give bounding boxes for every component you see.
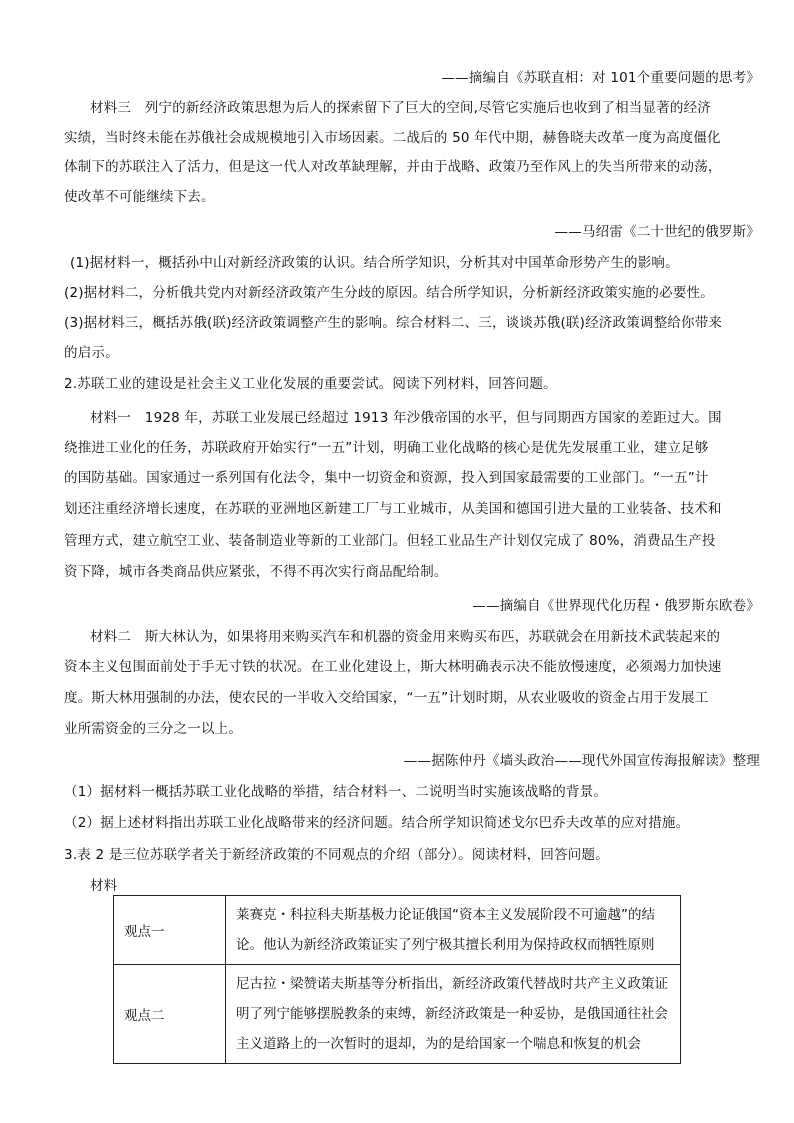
viewpoint-text-line: 明了列宁能够摆脱教条的束缚，新经济政策是一种妥协，是俄国通往社会 [236, 1006, 668, 1022]
question-1-item: (2)据材料二，分析俄共党内对新经济政策产生分歧的原因。结合所学知识，分析新经济政策实施的必要性。 [64, 285, 714, 301]
material-3-line: 材料三 列宁的新经济政策思想为后人的探索留下了巨大的空间,尽管它实施后也收到了相当显著的经济 [90, 100, 711, 116]
viewpoint-text-line: 尼古拉・梁赞诺夫斯基等分析指出，新经济政策代替战时共产主义政策证 [236, 976, 668, 992]
material-1-line: 绕推进工业化的任务，苏联政府开始实行“一五”计划，明确工业化战略的核心是优先发展重工业，建立足够 [64, 440, 709, 456]
question-1-item: (1)据材料一，概括孙中山对新经济政策的认识。结合所学知识，分析其对中国革命形势产生的影响。 [70, 255, 679, 271]
material-label: 材料 [90, 878, 118, 894]
material-1-line: 材料一 1928 年，苏联工业发展已经超过 1913 年沙俄帝国的水平，但与同期西方国家的差距过大。围 [90, 410, 722, 426]
viewpoint-label: 观点一 [114, 896, 226, 965]
material-1-line: 管理方式，建立航空工业、装备制造业等新的工业部门。但轻工业品生产计划仅完成了 80%，消费品生产投 [64, 533, 716, 549]
material-3-line: 实绩，当时终未能在苏俄社会成规模地引入市场因素。二战后的 50 年代中期，赫鲁晓夫改革一度为高度僵化 [64, 130, 721, 146]
source-citation-4: ——据陈仲丹《墙头政治——现代外国宣传海报解读》整理 [403, 753, 760, 769]
material-2-line: 资本主义包围面前处于手无寸铁的状况。在工业化建设上，斯大林明确表示决不能放慢速度，必须竭力加快速 [64, 659, 722, 675]
material-2-line: 材料二 斯大林认为，如果将用来购买汽车和机器的资金用来购买布匹，苏联就会在用新技术武装起来的 [90, 629, 721, 645]
question-3-heading: 3.表 2 是三位苏联学者关于新经济政策的不同观点的介绍（部分）。阅读材料，回答问题。 [64, 847, 609, 863]
question-2-item: （2）据上述材料指出苏联工业化战略带来的经济问题。结合所学知识简述戈尔巴乔夫改革的应对措施。 [64, 815, 690, 831]
material-3-line: 体制下的苏联注入了活力，但是这一代人对改革缺理解，并由于战略、政策乃至作风上的失当所带来的动荡， [64, 159, 722, 175]
question-2-item: （1）据材料一概括苏联工业化战略的举措，结合材料一、二说明当时实施该战略的背景。 [64, 784, 608, 800]
viewpoints-table [113, 895, 681, 1064]
material-2-line: 度。斯大林用强制的办法，使农民的一半收入交给国家，“一五”计划时期，从农业吸收的资金占用于发展工 [64, 690, 709, 706]
table-row [114, 896, 681, 965]
viewpoint-label: 观点二 [114, 965, 226, 1064]
viewpoint-text-line: 主义道路上的一次暂时的退却，为的是给国家一个喘息和恢复的机会 [236, 1036, 641, 1052]
question-1-item: (3)据材料三，概括苏俄(联)经济政策调整产生的影响。综合材料二、三，谈谈苏俄(联)经济政策调整给你带来 [64, 315, 723, 331]
viewpoint-text [226, 896, 681, 965]
source-citation-1: ——摘编自《苏联直相：对 101个重要问题的思考》 [441, 70, 760, 86]
material-1-line: 资下降，城市各类商品供应紧张，不得不再次实行商品配给制。 [64, 564, 448, 580]
question-2-heading: 2.苏联工业的建设是社会主义工业化发展的重要尝试。阅读下列材料，回答问题。 [64, 376, 557, 392]
question-1-item: 的启示。 [64, 345, 119, 361]
viewpoint-text [226, 965, 681, 1064]
viewpoint-text-line: 莱赛克・科拉科夫斯基极力论证俄国“资本主义发展阶段不可逾越”的结 [236, 907, 655, 923]
material-3-line: 使改革不可能继续下去。 [64, 189, 215, 205]
table-row [114, 965, 681, 1064]
viewpoint-text-line: 论。他认为新经济政策证实了列宁极其擅长利用为保持政权而牺牲原则 [236, 937, 655, 953]
material-2-line: 业所需资金的三分之一以上。 [64, 721, 243, 737]
source-citation-2: ——马绍雷《二十世纪的俄罗斯》 [554, 224, 760, 240]
source-citation-3: ——摘编自《世界现代化历程・俄罗斯东欧卷》 [472, 598, 760, 614]
material-1-line: 的国防基础。国家通过一系列国有化法令，集中一切资金和资源，投入到国家最需要的工业部门。“一五”计 [64, 470, 709, 486]
material-1-line: 划还注重经济增长速度，在苏联的亚洲地区新建工厂与工业城市，从美国和德国引进大量的工业装备、技术和 [64, 501, 722, 517]
